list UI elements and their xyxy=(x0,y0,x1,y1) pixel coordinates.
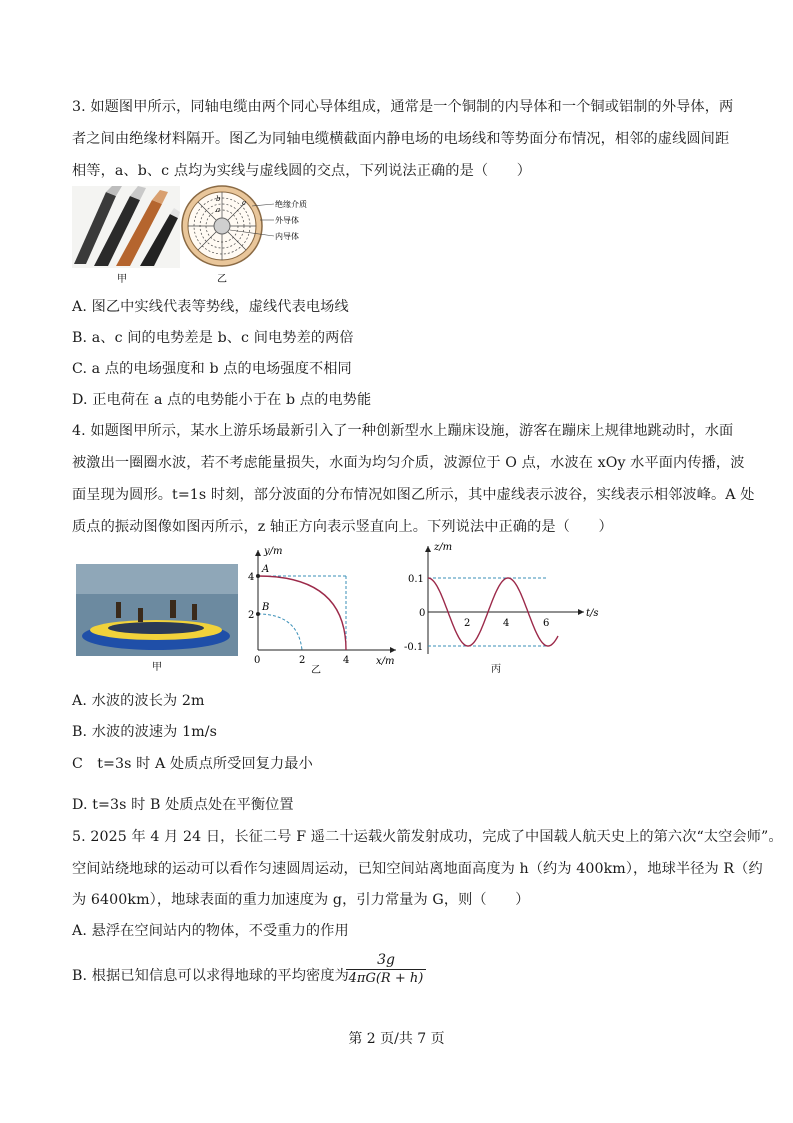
trough-lines xyxy=(258,576,346,650)
q3-figure-cross-section xyxy=(180,184,330,286)
point-a-label: a xyxy=(216,206,221,214)
q3-stem-line-3: 相等，a、b、c 点均为实线与虚线圆的交点，下列说法正确的是（ ） xyxy=(72,163,532,179)
fig-label-yi: 乙 xyxy=(217,274,227,285)
t-tick-6: 6 xyxy=(543,618,550,629)
q4-stem-line-1: 4. 如题图甲所示，某水上游乐场最新引入了一种创新型水上蹦床设施，游客在蹦床上规律地跳动时，水面 xyxy=(72,423,734,439)
q4-option-c: C t=3s 时 A 处质点所受回复力最小 xyxy=(72,756,313,772)
legend-outer-conductor: 外导体 xyxy=(275,216,299,225)
fig-label-bing: 丙 xyxy=(491,664,501,675)
x-tick-4: 4 xyxy=(343,655,350,666)
point-b-label: b xyxy=(216,195,221,203)
q4-stem-line-3: 面呈现为圆形。t=1s 时刻，部分波面的分布情况如图乙所示，其中虚线表示波谷，实线表示相邻波峰。A 处 xyxy=(72,487,755,503)
q4-stem-line-4: 质点的振动图像如图丙所示，z 轴正方向表示竖直向上。下列说法中正确的是（ ） xyxy=(72,519,613,535)
q5-stem-line-2: 空间站绕地球的运动可以看作匀速圆周运动，已知空间站离地面高度为 h（约为 400km），地球半径为 R（约 xyxy=(72,861,763,877)
fraction-numerator: 3g xyxy=(346,952,426,970)
legend-inner-conductor: 内导体 xyxy=(275,232,299,241)
point-a-label: A xyxy=(262,564,270,575)
x-tick-2: 2 xyxy=(299,655,306,666)
q4-stem-line-2: 被激出一圈圈水波，若不考虑能量损失，水面为均匀介质，波源位于 O 点，水波在 xOy 水平面内传播，波 xyxy=(72,455,745,471)
point-c-label: c xyxy=(242,199,246,207)
q5-stem-line-1: 5. 2025 年 4 月 24 日，长征二号 F 遥二十运载火箭发射成功，完成了中国载人航天史上的第六次“太空会师”。 xyxy=(72,829,783,845)
q3-figure-cables xyxy=(72,186,180,286)
crest-line xyxy=(258,576,346,650)
fig-label-jia: 甲 xyxy=(117,274,127,285)
fig-label-yi: 乙 xyxy=(311,665,321,676)
q4-figure-vibration xyxy=(404,536,604,676)
fig-label-jia: 甲 xyxy=(152,662,162,673)
q4-option-a: A. 水波的波长为 2m xyxy=(72,693,205,709)
x-tick-0: 0 xyxy=(254,655,261,666)
q3-option-c: C. a 点的电场强度和 b 点的电场强度不相同 xyxy=(72,361,352,377)
t-tick-0: 0 xyxy=(419,608,426,619)
q3-option-a: A. 图乙中实线代表等势线，虚线代表电场线 xyxy=(72,299,349,315)
t-tick-4: 4 xyxy=(503,618,510,629)
q4-figure-photo xyxy=(72,544,242,676)
y-axis-label: y/m xyxy=(264,546,283,557)
q4-figure-wavefronts xyxy=(246,544,406,676)
density-fraction xyxy=(346,952,426,986)
q5-option-b: B. 根据已知信息可以求得地球的平均密度为 xyxy=(72,968,349,984)
point-b-label: B xyxy=(262,602,270,613)
z-tick-0.1: 0.1 xyxy=(408,574,424,585)
q3-stem-line-1: 3. 如题图甲所示，同轴电缆由两个同心导体组成，通常是一个铜制的内导体和一个铜或铝制的外导体，两 xyxy=(72,99,734,115)
legend-insulator: 绝缘介质 xyxy=(275,200,307,209)
q5-stem-line-3: 为 6400km），地球表面的重力加速度为 g，引力常量为 G，则（ ） xyxy=(72,892,530,908)
q4-option-d: D. t=3s 时 B 处质点处在平衡位置 xyxy=(72,797,294,813)
q3-option-b: B. a、c 间的电势差是 b、c 间电势差的两倍 xyxy=(72,330,354,346)
y-tick-4: 4 xyxy=(248,572,255,583)
z-axis-label: z/m xyxy=(434,542,453,553)
x-axis-label: x/m xyxy=(376,656,395,667)
t-tick-2: 2 xyxy=(464,618,471,629)
inner-conductor xyxy=(214,218,230,234)
y-tick-2: 2 xyxy=(248,610,255,621)
page-footer: 第 2 页/共 7 页 xyxy=(348,1031,445,1047)
q4-option-b: B. 水波的波速为 1m/s xyxy=(72,724,218,740)
q3-option-d: D. 正电荷在 a 点的电势能小于在 b 点的电势能 xyxy=(72,392,372,408)
q5-option-a: A. 悬浮在空间站内的物体，不受重力的作用 xyxy=(72,923,349,939)
t-axis-label: t/s xyxy=(586,608,599,619)
fraction-denominator: 4πG(R + h) xyxy=(348,971,424,986)
z-tick-neg-0.1: -0.1 xyxy=(404,642,424,653)
q3-stem-line-2: 者之间由绝缘材料隔开。图乙为同轴电缆横截面内静电场的电场线和等势面分布情况，相邻的虚线圆间距 xyxy=(72,131,730,147)
